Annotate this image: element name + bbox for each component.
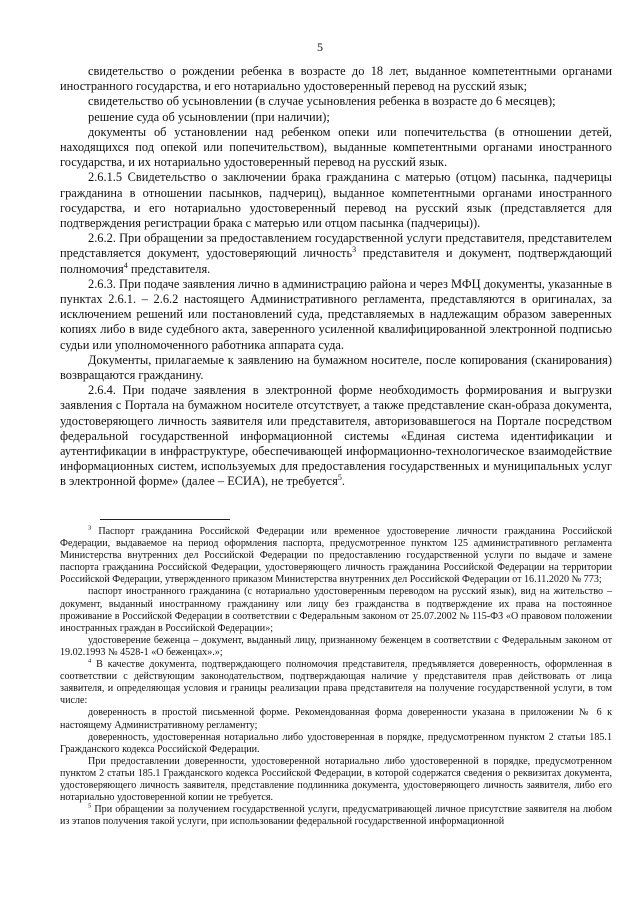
paragraph-text: представителя. <box>127 261 211 276</box>
paragraph-text: свидетельство о рождении ребенка в возрасте до 18 лет, выданное компетентными органами иностранного государства, и его нотариально удостоверенный перевод на русский язык; <box>60 64 612 94</box>
paragraph-text: Документы, прилагаемые к заявлению на бумажном носителе, после копирования (сканирования) возвращаются гражданину. <box>60 352 612 383</box>
body-paragraph <box>60 170 612 231</box>
paragraph-text: свидетельство об усыновлении (в случае усыновления ребенка в возрасте до 6 месяцев); <box>88 94 556 109</box>
footnote-text: доверенность, удостоверенная нотариально либо удостоверенная в порядке, предусмотренном пунктом 2 статьи 185.1 Гражданского кодекса Российской Федерации. <box>60 731 612 755</box>
body-paragraph <box>60 110 612 125</box>
body-paragraph <box>60 94 612 109</box>
footnote-separator <box>100 519 230 520</box>
footnote-paragraph <box>60 707 612 731</box>
paragraph-text: решение суда об усыновлении (при наличии); <box>88 109 330 124</box>
footnote-paragraph <box>60 756 612 804</box>
footnote-mark: 3 <box>88 524 92 532</box>
footnote-reference: 4 <box>123 260 128 270</box>
body-paragraph <box>60 383 612 489</box>
footnote-text: При обращении за получением государственной услуги, предусматривающей личное присутствие заявителя на любом из этапов получения такой услуги, при использовании федеральной государственной информационной <box>60 804 612 828</box>
footnote-paragraph <box>60 586 612 634</box>
footnotes-block <box>60 526 612 828</box>
paragraph-text: документы об установлении над ребенком опеки или попечительства (в отношении детей, находящихся под опекой или попечительством), выданные компетентными органами иностранного государства, и их нотариально удостоверенный перевод на русский язык. <box>60 124 612 170</box>
paragraph-text: . <box>341 474 346 489</box>
footnote-text: удостоверение беженца – документ, выданный лицу, признанному беженцем в соответствии с Федеральным законом от 19.02.1993 № 4528-1 «О беженцах».»; <box>60 634 612 658</box>
body-paragraph <box>60 277 612 353</box>
footnote-text: Паспорт гражданина Российской Федерации или временное удостоверение личности гражданина Российской Федерации, выдаваемое на период оформления паспорта, предусмотренное пунктом 125 административного регламента Министерства внутренних дел Российской Федерации по предоставлению государственной услуги по выдаче и замене паспорта гражданина Российской Федерации, удостоверяющего личность гражданина Российской Федерации на территории Российской Федерации, утвержденного приказом Министерства внутренних дел Российской Федерации от 16.11.2020 № 773; <box>60 526 612 586</box>
footnote-text: В качестве документа, подтверждающего полномочия представителя, предъявляется доверенность, оформленная в соответствии с действующим законодательством, подтверждающая наличие у представителя прав действовать от лица заявителя, и определяющая условия и границы реализации права представителя на получение государственной услуги, в том числе: <box>60 659 612 707</box>
footnote-reference: 5 <box>337 473 342 483</box>
page-number: 5 <box>317 40 323 54</box>
paragraph-text: представителя и документ, подтверждающий полномочия <box>60 246 613 276</box>
footnote-reference: 3 <box>352 245 357 255</box>
paragraph-text: 2.6.1.5 Свидетельство о заключении брака гражданина с матерью (отцом) пасынка, падчерицы гражданина в отношении пасынков, падчериц), выданное компетентными органами иностранного государства, и его нотариально удостоверенный перевод на русский язык (представляется для подтверждения регистрации брака с матерью или отцом пасынка (падчерицы)). <box>60 170 612 231</box>
footnote-mark: 5 <box>88 802 92 810</box>
footnote-paragraph <box>60 526 612 586</box>
paragraph-text: 2.6.3. При подаче заявления лично в администрацию района и через МФЦ документы, указанные в пунктах 2.6.1. – 2.6.2 настоящего Административного регламента, представляются в оригиналах, за исключением решений или постановлений суда, представляемых в надлежащим образом заверенных копиях либо в виде судебного акта, заверенного усиленной квалифицированной электронной подписью судьи или уполномоченного работника аппарата суда. <box>60 276 612 352</box>
body-paragraph <box>60 125 612 171</box>
body-paragraph <box>60 353 612 383</box>
paragraph-text: 2.6.4. При подаче заявления в электронной форме необходимость формирования и выгрузки заявления с Портала на бумажном носителе отсутствует, а также представление скан-образа документа, удостоверяющего личность заявителя или представителя, авторизовавшегося на Портале посредством федеральной государственной информационной системы «Единая система идентификации и аутентификации в инфраструктуре, обеспечивающей информационно-технологическое взаимодействие информационных систем, используемых для предоставления государственных и муниципальных услуг в электронной форме» (далее – ЕСИА), не требуется <box>60 383 612 489</box>
body-paragraph <box>60 64 612 94</box>
footnote-paragraph <box>60 659 612 707</box>
body-paragraph <box>60 231 612 277</box>
footnote-paragraph <box>60 732 612 756</box>
main-body-text <box>60 64 612 490</box>
footnote-text: При предоставлении доверенности, удостоверенной нотариально либо удостоверенной в порядке, предусмотренном пунктом 2 статьи 185.1 Гражданского кодекса Российской Федерации, в которой содержатся сведения о реквизитах документа, удостоверяющего личность заявителя, представление подлинника документа, удостоверяющего личность заявителя, либо его нотариально удостоверенной копии не требуется. <box>60 755 612 804</box>
footnote-text: паспорт иностранного гражданина (с нотариально удостоверенным переводом на русский язык), вид на жительство – документ, выданный иностранному гражданину или лицу без гражданства в подтверждение их права на постоянное проживание в Российской Федерации в соответствии с Федеральным законом от 25.07.2002 № 115-ФЗ «О правовом положении иностранных граждан в Российской Федерации»; <box>60 586 612 634</box>
paragraph-text: 2.6.2. При обращении за предоставлением государственной услуги представителя, представителем представляется документ, удостоверяющий личность <box>60 231 612 261</box>
footnote-paragraph <box>60 804 612 828</box>
footnote-mark: 4 <box>88 657 92 665</box>
footnote-text: доверенность в простой письменной форме. Рекомендованная форма доверенности указана в приложении № 6 к настоящему Административному регламенту; <box>60 707 612 731</box>
footnote-paragraph <box>60 635 612 659</box>
